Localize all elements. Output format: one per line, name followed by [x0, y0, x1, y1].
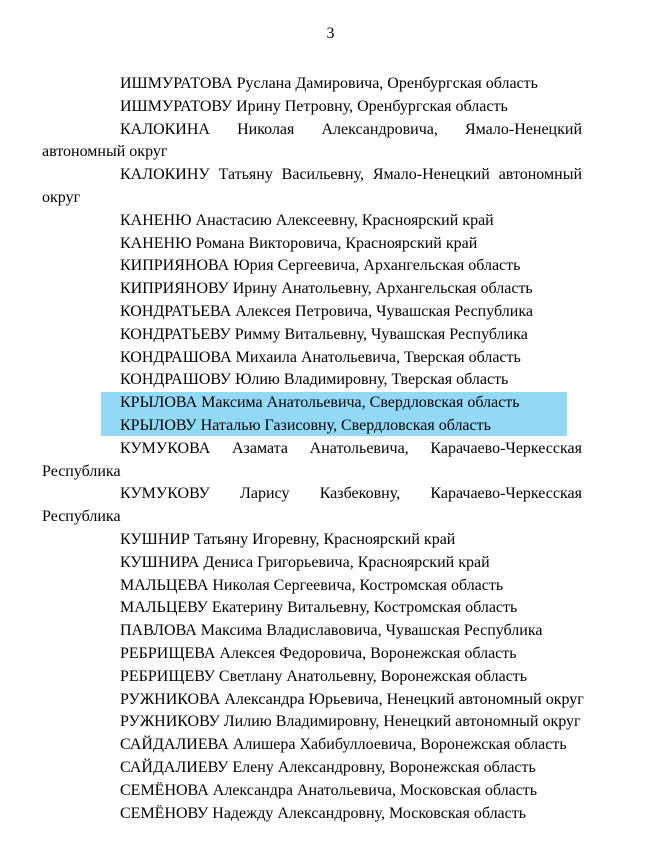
- list-item: [42, 483, 582, 529]
- list-item-continuation: Республика: [42, 508, 121, 526]
- list-item-text: КАНЕНЮ Романа Викторовича, Красноярский край: [120, 234, 478, 252]
- list-item: [81, 96, 582, 119]
- list-item: [42, 164, 582, 210]
- list-item: [81, 255, 582, 278]
- list-item-text: КОНДРАТЬЕВА Алексея Петровича, Чувашская Республика: [120, 302, 533, 320]
- list-item-text: РУЖНИКОВУ Лилию Владимировну, Ненецкий автономный округ: [120, 713, 581, 731]
- list-item: [81, 529, 582, 552]
- list-item-continuation: автономный округ: [42, 143, 168, 161]
- list-item-text: ПАВЛОВА Максима Владиславовича, Чувашская Республика: [120, 622, 543, 640]
- list-item: [81, 711, 582, 734]
- list-item-text: КУШНИР Татьяну Игоревну, Красноярский край: [120, 530, 456, 548]
- list-item-text: КАНЕНЮ Анастасию Алексеевну, Красноярский край: [120, 211, 494, 229]
- list-item: [81, 575, 582, 598]
- list-item-text: ИШМУРАТОВУ Ирину Петровну, Оренбургская область: [120, 97, 508, 115]
- list-item-continuation: Республика: [42, 462, 121, 480]
- list-item-text: КРЫЛОВУ Наталью Газисовну, Свердловская область: [120, 416, 491, 434]
- list-item-text: КИПРИЯНОВА Юрия Сергеевича, Архангельская область: [120, 257, 521, 275]
- list-item: [81, 597, 582, 620]
- list-item: [81, 324, 582, 347]
- list-item: [81, 233, 582, 256]
- list-item: [81, 757, 582, 780]
- award-list: [42, 73, 584, 825]
- list-item-text: КУШНИРА Дениса Григорьевича, Красноярский край: [120, 553, 490, 571]
- list-item-text: КИПРИЯНОВУ Ирину Анатольевну, Архангельская область: [120, 280, 533, 298]
- list-item-line: КАЛОКИНУ Татьяну Васильевну, Ямало-Ненецкий автономный: [120, 166, 582, 184]
- list-item: [81, 210, 582, 233]
- list-item-line: КУМУКОВУ Ларису Казбековну, Карачаево-Черкесская: [120, 485, 582, 503]
- list-item: [42, 438, 582, 484]
- list-item-text: САЙДАЛИЕВА Алишера Хабибуллоевича, Воронежская область: [120, 736, 567, 754]
- list-item: [81, 369, 582, 392]
- list-item-text: РЕБРИЩЕВУ Светлану Анатольевну, Воронежская область: [120, 667, 528, 685]
- page-number: 3: [326, 25, 335, 42]
- list-item: [81, 552, 582, 575]
- list-item: [81, 278, 582, 301]
- list-item: [81, 803, 582, 826]
- list-item-continuation: округ: [42, 188, 81, 206]
- list-item: [42, 119, 582, 165]
- list-item: [81, 415, 582, 438]
- list-item: [81, 780, 582, 803]
- list-item-text: КОНДРАШОВУ Юлию Владимировну, Тверская область: [120, 371, 509, 389]
- list-item: [81, 73, 582, 96]
- list-item-text: РУЖНИКОВА Александра Юрьевича, Ненецкий автономный округ: [120, 690, 584, 708]
- list-item-text: КОНДРАШОВА Михаила Анатольевича, Тверская область: [120, 348, 521, 366]
- list-item-text: МАЛЬЦЕВА Николая Сергеевича, Костромская область: [120, 576, 504, 594]
- list-item-text: КОНДРАТЬЕВУ Римму Витальевну, Чувашская Республика: [120, 325, 528, 343]
- list-item: [81, 734, 582, 757]
- list-item: [81, 620, 582, 643]
- list-item: [81, 301, 582, 324]
- list-item-text: КРЫЛОВА Максима Анатольевича, Свердловская область: [120, 394, 520, 412]
- list-item: [81, 347, 582, 370]
- list-item-line: КАЛОКИНА Николая Александровича, Ямало-Ненецкий: [120, 120, 582, 138]
- list-item: [81, 392, 582, 415]
- list-item-text: РЕБРИЩЕВА Алексея Федоровича, Воронежская область: [120, 644, 517, 662]
- list-item-text: ИШМУРАТОВА Руслана Дамировича, Оренбургская область: [120, 75, 538, 92]
- list-item: [81, 643, 582, 666]
- list-item-text: СЕМЁНОВА Александра Анатольевича, Московская область: [120, 781, 538, 799]
- list-item-text: МАЛЬЦЕВУ Екатерину Витальевну, Костромская область: [120, 599, 518, 617]
- list-item-text: СЕМЁНОВУ Надежду Александровну, Московская область: [120, 804, 527, 822]
- list-item: [81, 689, 582, 712]
- list-item-text: САЙДАЛИЕВУ Елену Александровну, Воронежская область: [120, 758, 536, 776]
- list-item-line: КУМУКОВА Азамата Анатольевича, Карачаево-Черкесская: [120, 439, 582, 457]
- list-item: [81, 666, 582, 689]
